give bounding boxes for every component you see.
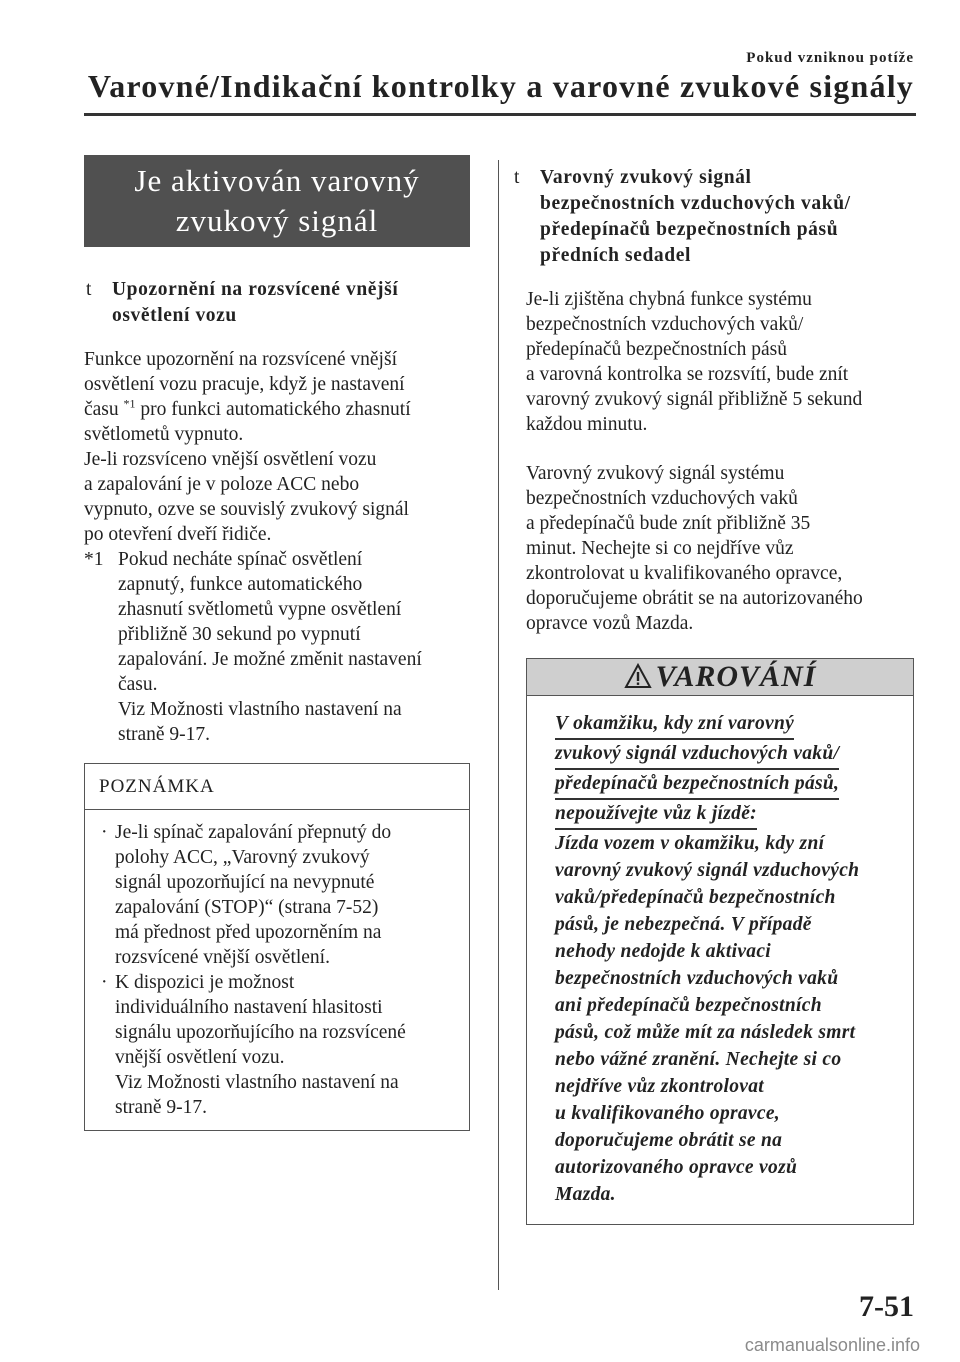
text-line: Viz Možnosti vlastního nastavení na	[115, 1072, 399, 1093]
note-title: POZNÁMKA	[85, 764, 469, 810]
warning-box	[526, 658, 914, 1225]
text-line: signál upozorňující na nevypnuté	[115, 872, 375, 893]
text-line: zhasnutí světlometů vypne osvětlení	[118, 599, 402, 620]
bullet: ·	[101, 822, 108, 843]
text-line: po otevření dveří řidiče.	[84, 524, 272, 545]
text-line: zapalování (STOP)“ (strana 7-52)	[115, 897, 379, 918]
text-line: bezpečnostních vzduchových vaků	[555, 968, 839, 989]
right-column	[512, 165, 914, 1225]
text-line: Viz Možnosti vlastního nastavení na	[118, 699, 402, 720]
heading-line: Upozornění na rozsvícené vnější	[112, 279, 399, 300]
body-paragraph	[512, 287, 914, 437]
footnote-label: *1	[84, 549, 104, 570]
heading-line: bezpečnostních vzduchových vaků/	[540, 193, 851, 214]
text-line: varovný zvukový signál přibližně 5 sekund	[526, 389, 863, 410]
column-divider	[498, 160, 499, 1290]
text-line: ani předepínačů bezpečnostních	[555, 995, 822, 1016]
text-line: každou minutu.	[526, 414, 648, 435]
underlined-line: zvukový signál vzduchových vaků/	[555, 740, 885, 770]
note-body	[85, 810, 469, 1130]
heading-line: předních sedadel	[540, 245, 691, 266]
text-line: vypnuto, ozve se souvislý zvukový signál	[84, 499, 409, 520]
text-line: bezpečnostních vzduchových vaků/	[526, 314, 804, 335]
text-segment: času	[84, 399, 119, 420]
heading-line: předepínačů bezpečnostních pásů	[540, 219, 839, 240]
text-line: Je-li zjištěna chybná funkce systému	[526, 289, 812, 310]
text-line: varovný zvukový signál vzduchových	[555, 860, 860, 881]
underlined-line: předepínačů bezpečnostních pásů,	[555, 770, 885, 800]
text-line: rozsvícené vnější osvětlení.	[115, 947, 330, 968]
note-box	[84, 763, 470, 1131]
text-line: nejdříve vůz zkontrolovat	[555, 1076, 765, 1097]
text-line: předepínačů bezpečnostních pásů	[526, 339, 787, 360]
subsection-heading	[84, 277, 470, 329]
warning-title	[527, 659, 913, 696]
text-line: straně 9-17.	[118, 724, 211, 745]
heading-line: Varovný zvukový signál	[540, 167, 752, 188]
text-line: a zapalování je v poloze ACC nebo	[84, 474, 360, 495]
body-paragraph	[512, 461, 914, 636]
watermark: carmanualsonline.info	[744, 1335, 920, 1355]
text-line: minut. Nechejte si co nejdříve vůz	[526, 538, 794, 559]
text-line: straně 9-17.	[115, 1097, 208, 1118]
underlined-line: nepoužívejte vůz k jízdě:	[555, 800, 885, 830]
page-title: Varovné/Indikační kontrolky a varovné zvukové signály	[87, 68, 914, 104]
text-line: vnější osvětlení vozu.	[115, 1047, 285, 1068]
text-line: zapnutý, funkce automatického	[118, 574, 363, 595]
text-line: a varovná kontrolka se rozsvítí, bude znít	[526, 364, 849, 385]
text-line: vaků/předepínačů bezpečnostních	[555, 887, 836, 908]
banner-line: zvukový signál	[175, 203, 379, 238]
text-segment: pro funkci automatického zhasnutí	[140, 399, 411, 420]
text-line: individuálního nastavení hlasitosti	[115, 997, 383, 1018]
left-column	[84, 155, 470, 1131]
text-line: osvětlení vozu pracuje, když je nastavení	[84, 374, 405, 395]
text-line: Je-li rozsvíceno vnější osvětlení vozu	[84, 449, 377, 470]
warning-title-text: VAROVÁNÍ	[655, 660, 817, 693]
text-line: pásů, což může mít za následek smrt	[555, 1022, 856, 1043]
text-line: přibližně 30 sekund po vypnutí	[118, 624, 361, 645]
body-paragraph	[84, 347, 470, 547]
footnote	[84, 547, 470, 747]
text-line: K dispozici je možnost	[115, 972, 295, 993]
text-line: bezpečnostních vzduchových vaků	[526, 488, 798, 509]
note-item	[99, 970, 455, 1120]
section-banner	[84, 155, 470, 247]
text-line: Varovný zvukový signál systému	[526, 463, 785, 484]
banner-line: Je aktivován varovný	[134, 163, 420, 198]
text-line: doporučujeme obrátit se na autorizovaného	[526, 588, 863, 609]
warning-triangle-icon	[624, 663, 652, 689]
text-line	[84, 397, 470, 422]
underlined-line: V okamžiku, kdy zní varovný	[555, 710, 885, 740]
text-line: času.	[118, 674, 158, 695]
text-line: a předepínačů bude znít přibližně 35	[526, 513, 811, 534]
text-line: opravce vozů Mazda.	[526, 613, 694, 634]
text-line: Jízda vozem v okamžiku, kdy zní	[555, 833, 825, 854]
chapter-subtitle: Pokud vzniknou potíže	[746, 50, 914, 66]
text-line: Funkce upozornění na rozsvícené vnější	[84, 349, 397, 370]
text-line: doporučujeme obrátit se na	[555, 1130, 783, 1151]
subsection-heading	[512, 165, 914, 269]
text-line: Mazda.	[555, 1184, 616, 1205]
warning-body	[527, 696, 913, 1224]
header-rule	[84, 113, 916, 116]
text-line: světlometů vypnuto.	[84, 424, 244, 445]
footnote-reference: *1	[123, 396, 136, 411]
section-marker: t	[86, 279, 93, 300]
note-item	[99, 820, 455, 970]
text-line: zkontrolovat u kvalifikovaného opravce,	[526, 563, 843, 584]
text-line: zapalování. Je možné změnit nastavení	[118, 649, 422, 670]
text-line: u kvalifikovaného opravce,	[555, 1103, 780, 1124]
page-number: 7-51	[859, 1290, 914, 1323]
text-line: nebo vážné zranění. Nechejte si co	[555, 1049, 842, 1070]
text-line: polohy ACC, „Varovný zvukový	[115, 847, 370, 868]
text-line: autorizovaného opravce vozů	[555, 1157, 798, 1178]
section-marker: t	[514, 167, 521, 188]
text-line: Pokud necháte spínač osvětlení	[118, 549, 363, 570]
text-line: signálu upozorňujícího na rozsvícené	[115, 1022, 406, 1043]
text-line: Je-li spínač zapalování přepnutý do	[115, 822, 392, 843]
bullet: ·	[101, 972, 108, 993]
text-line: má přednost před upozorněním na	[115, 922, 382, 943]
text-line: nehody nedojde k aktivaci	[555, 941, 772, 962]
text-line: pásů, je nebezpečná. V případě	[555, 914, 812, 935]
heading-line: osvětlení vozu	[112, 305, 237, 326]
